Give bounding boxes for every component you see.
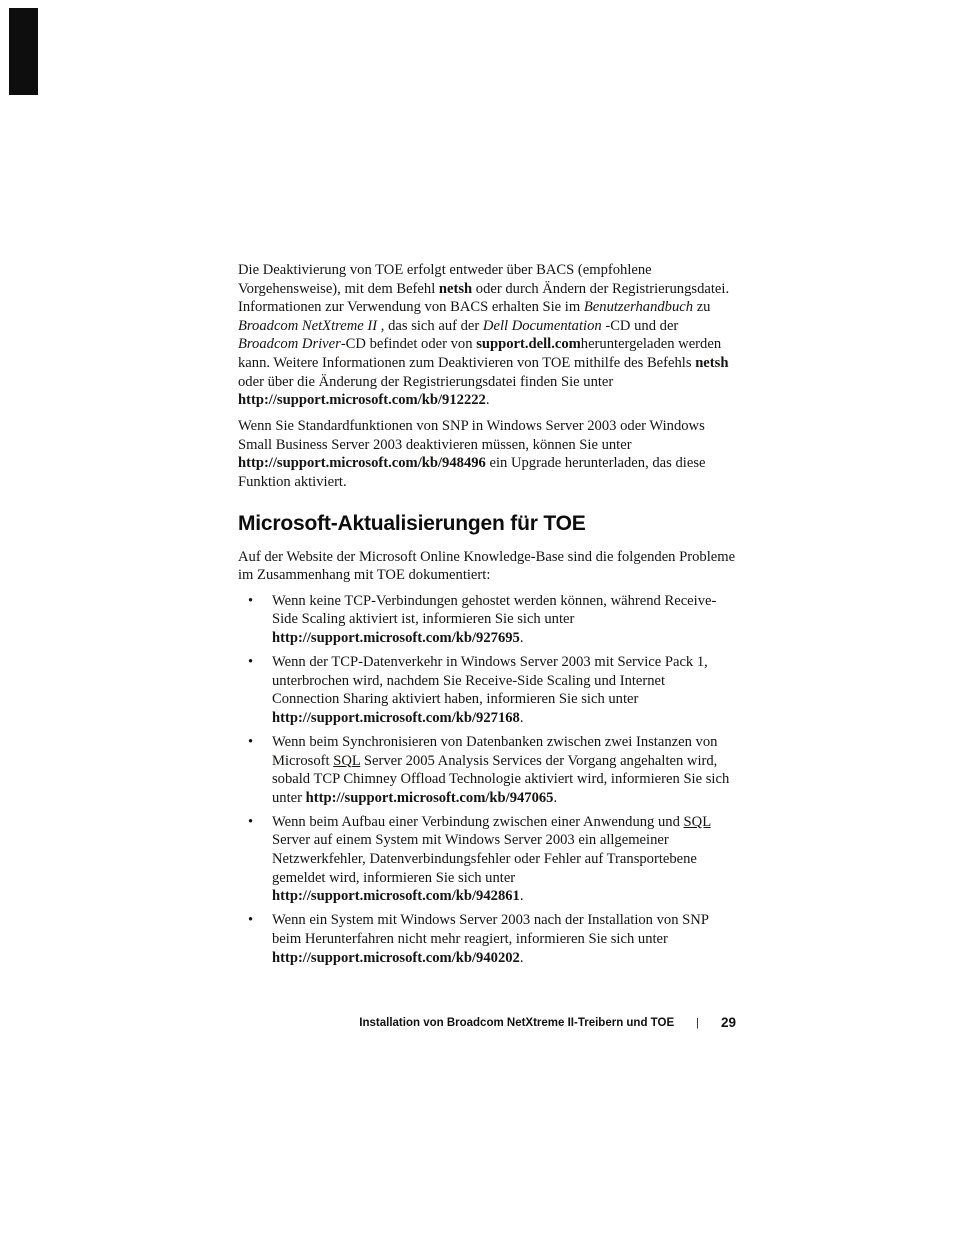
bullet-icon: •	[248, 733, 254, 750]
footer-separator: |	[696, 1016, 699, 1029]
bullet-text-kb927695: Wenn keine TCP-Verbindungen gehostet werden können, während Receive-Side Scaling aktiviert ist, informieren Sie sich unter http://support.microsoft.com/kb/927695.	[272, 592, 717, 646]
list-item	[238, 653, 736, 727]
list-item	[238, 813, 736, 906]
bullet-icon: •	[248, 654, 254, 671]
bullet-icon: •	[248, 592, 254, 609]
list-item	[238, 592, 736, 648]
crop-mark	[9, 8, 38, 95]
bullet-text-kb927168: Wenn der TCP-Datenverkehr in Windows Server 2003 mit Service Pack 1, unterbrochen wird, nachdem Sie Receive-Side Scaling und Internet Connection Sharing aktiviert haben, informieren Sie sich unter http://support.microsoft.com/kb/927168.	[272, 654, 708, 726]
section-heading: Microsoft-Aktualisierungen für TOE	[238, 511, 586, 535]
footer-title: Installation von Broadcom NetXtreme II-Treibern und TOE	[359, 1016, 675, 1029]
footer-page-number: 29	[720, 1015, 736, 1030]
bullet-list	[238, 592, 736, 967]
bullet-text-kb942861: Wenn beim Aufbau einer Verbindung zwischen einer Anwendung und SQL Server auf einem System mit Windows Server 2003 ein allgemeiner Netzwerkfehler, Datenverbindungsfehler oder Fehler auf Transportebene gemeldet wird, informieren Sie sich unter http://support.microsoft.com/kb/942861.	[272, 813, 711, 905]
list-item	[238, 733, 736, 807]
bullet-text-kb940202: Wenn ein System mit Windows Server 2003 nach der Installation von SNP beim Herunterfahren nicht mehr reagiert, informieren Sie sich unter http://support.microsoft.com/kb/940202.	[272, 912, 709, 966]
bullet-text-kb947065: Wenn beim Synchronisieren von Datenbanken zwischen zwei Instanzen von Microsoft SQL Server 2005 Analysis Services der Vorgang angehalten wird, sobald TCP Chimney Offload Technologie aktiviert wird, informieren Sie sich unter http://support.microsoft.com/kb/947065.	[272, 733, 730, 806]
page-content	[238, 261, 736, 973]
paragraph-snp-upgrade: Wenn Sie Standardfunktionen von SNP in Windows Server 2003 oder Windows Small Business Server 2003 deaktivieren müssen, können Sie unter http://support.microsoft.com/kb/948496 ein Upgrade herunterladen, das diese Funktion aktiviert.	[238, 418, 706, 491]
intro-paragraph: Auf der Website der Microsoft Online Knowledge-Base sind die folgenden Probleme im Zusammenhang mit TOE dokumentiert:	[238, 548, 736, 584]
paragraph-toe-deactivation: Die Deaktivierung von TOE erfolgt entweder über BACS (empfohlene Vorgehensweise), mit dem Befehl netsh oder durch Ändern der Registrierungsdatei. Informationen zur Verwendung von BACS erhalten Sie im Benutzerhandbuch zu Broadcom NetXtreme II , das sich auf der Dell Documentation -CD und der Broadcom Driver-CD befindet oder von support.dell.comheruntergeladen werden kann. Weitere Informationen zum Deaktivieren von TOE mithilfe des Befehls netsh oder über die Änderung der Registrierungsdatei finden Sie unter http://support.microsoft.com/kb/912222.	[238, 262, 730, 409]
list-item	[238, 911, 736, 967]
bullet-icon: •	[248, 813, 254, 830]
page-footer	[238, 1015, 736, 1030]
bullet-icon: •	[248, 912, 254, 929]
